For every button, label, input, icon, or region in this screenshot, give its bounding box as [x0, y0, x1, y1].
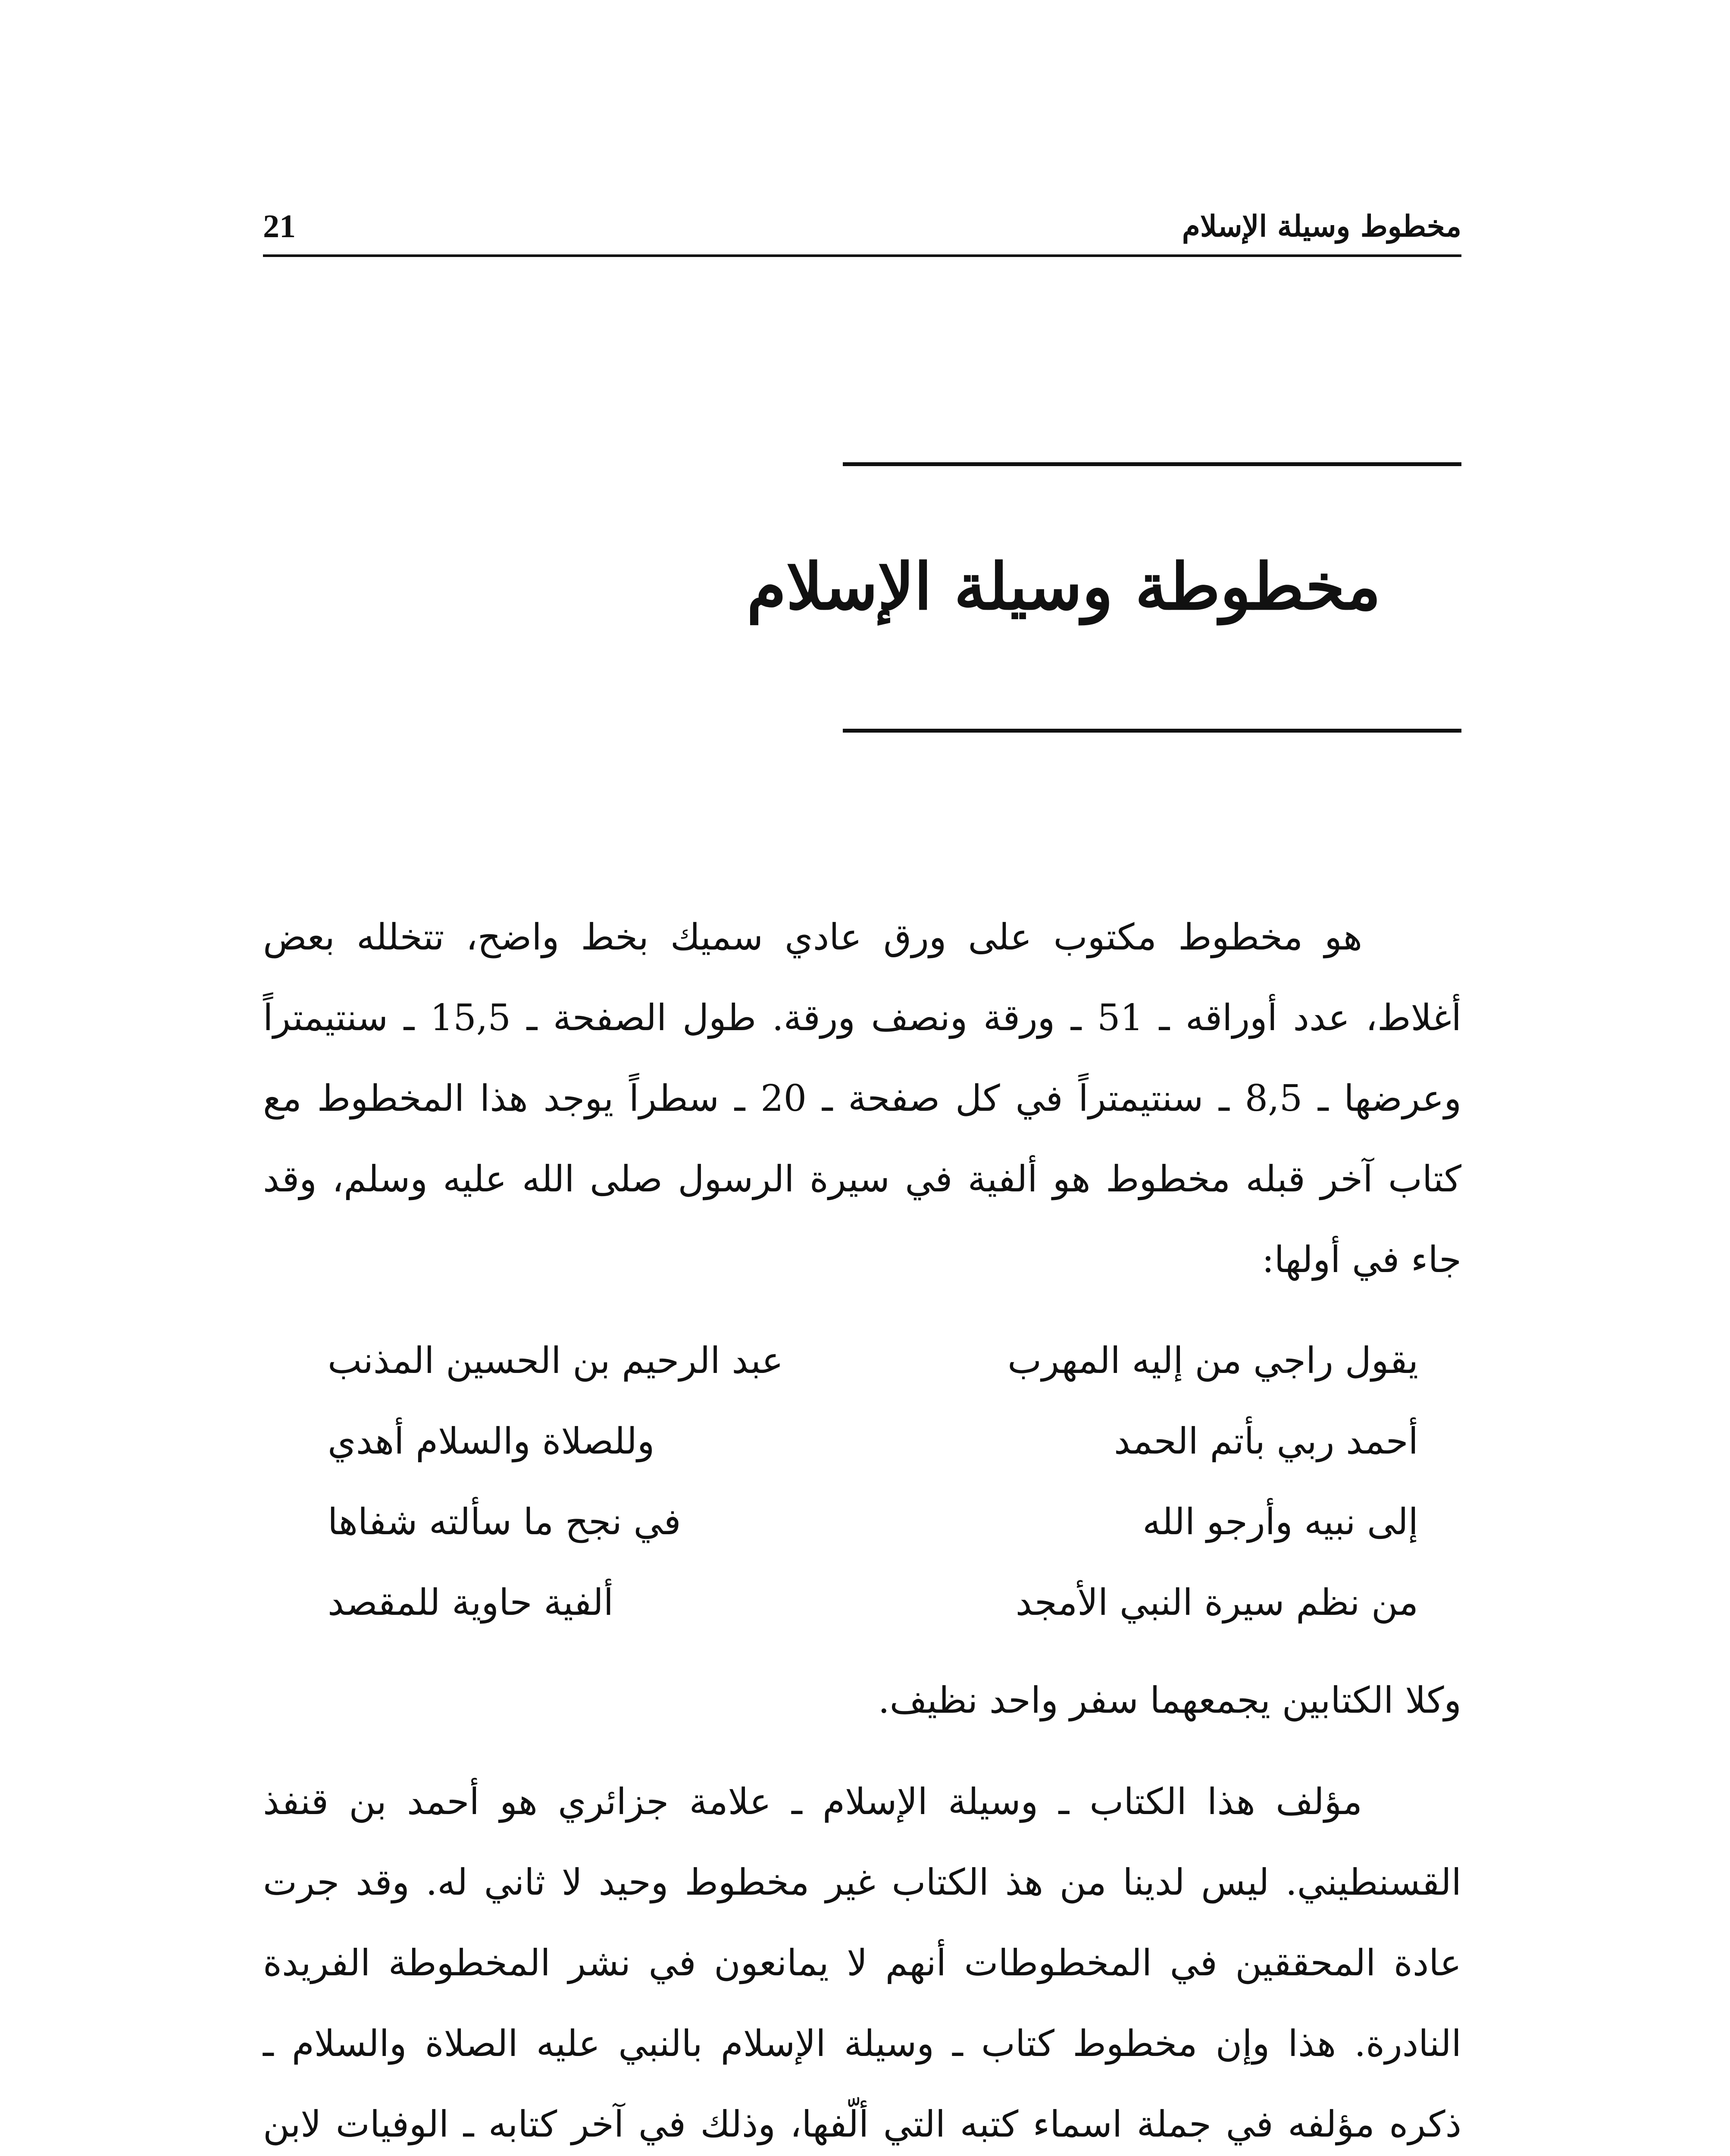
- poem-first-hemistich: أحمد ربي بأتم الحمد: [1114, 1420, 1418, 1462]
- paragraph-intro-text: هو مخطوط مكتوب على ورق عادي سميك بخط واضح، تتخلله بعض أغلاط، عدد أوراقه ـ 51 ـ ورقة ونصف ورقة. طول الصفحة ـ 15,5 ـ سنتيمتراً وعرضها ـ 8,5 ـ سنتيمتراً في كل صفحة ـ 20 ـ سطراً يوجد هذا المخطوط مع كتاب آخر قبله مخطوط هو ألفية في سيرة الرسول صلى الله عليه وسلم، وقد جاء في أولها:: [263, 916, 1462, 1281]
- paragraph-intro: [263, 897, 1461, 1300]
- poem-second-hemistich: في نجح ما سألته شفاها: [328, 1501, 681, 1543]
- title-rule-bottom: [843, 729, 1461, 733]
- poem-block: [328, 1320, 1418, 1643]
- page-number: 21: [263, 208, 296, 244]
- running-header: [263, 203, 1461, 257]
- poem-first-hemistich: إلى نبيه وأرجو الله: [1142, 1501, 1418, 1543]
- poem-second-hemistich: عبد الرحيم بن الحسين المذنب: [328, 1339, 783, 1382]
- poem-verse: [328, 1401, 1418, 1482]
- chapter-title: مخطوطة وسيلة الإسلام: [747, 549, 1381, 624]
- poem-verse: [328, 1562, 1418, 1643]
- paragraph-after-poem: [263, 1660, 1461, 1741]
- poem-verse: [328, 1320, 1418, 1401]
- paragraph-author: [263, 1761, 1461, 2156]
- poem-second-hemistich: ألفية حاوية للمقصد: [328, 1581, 614, 1623]
- title-rule-top: [843, 462, 1461, 466]
- running-title: مخطوط وسيلة الإسلام: [1182, 209, 1461, 244]
- poem-second-hemistich: وللصلاة والسلام أهدي: [328, 1420, 655, 1462]
- poem-verse: [328, 1482, 1418, 1562]
- poem-first-hemistich: يقول راجي من إليه المهرب: [1007, 1339, 1418, 1382]
- poem-first-hemistich: من نظم سيرة النبي الأمجد: [1015, 1581, 1418, 1623]
- paragraph-author-text: مؤلف هذا الكتاب ـ وسيلة الإسلام ـ علامة جزائري هو أحمد بن قنفذ القسنطيني. ليس لدينا من هذ الكتاب غير مخطوط وحيد لا ثاني له. وقد جرت عادة المحققين في المخطوطات أنهم لا يمانعون في نشر المخطوطة الفريدة النادرة. هذا وإن مخطوط كتاب ـ وسيلة الإسلام بالنبي عليه الصلاة والسلام ـ ذكره مؤلفه في جملة اسماء كتبه التي ألّفها، وذلك في آخر كتابه ـ الوفيات لابن: [263, 1780, 1461, 2145]
- paragraph-after-poem-text: وكلا الكتابين يجمعهما سفر واحد نظيف.: [878, 1679, 1461, 1721]
